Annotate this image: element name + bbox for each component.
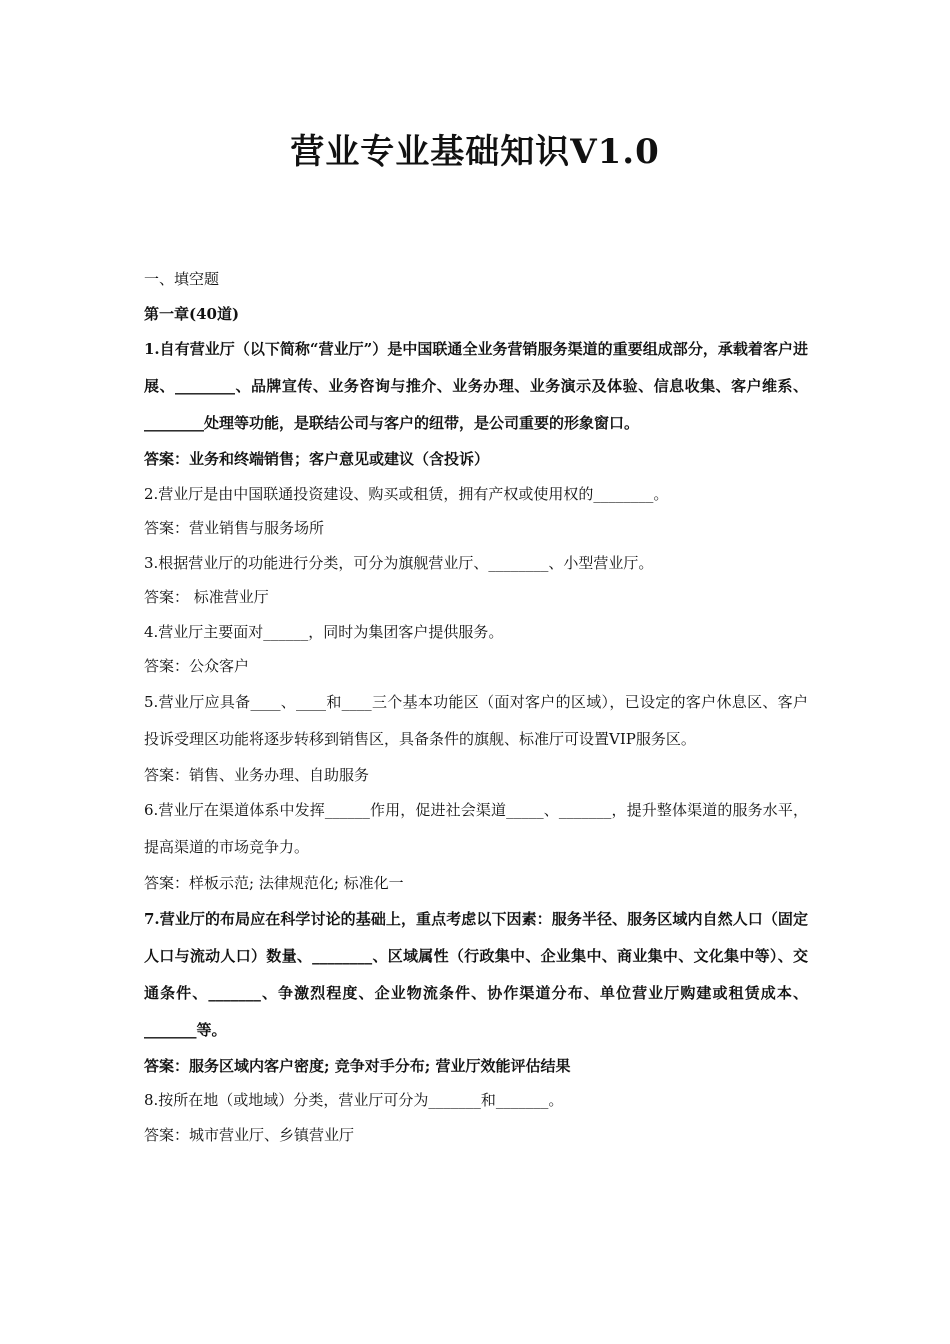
document-body	[144, 262, 808, 1152]
document-title: 营业专业基础知识V1.0	[290, 132, 660, 172]
answer-8: 答案：城市营业厅、乡镇营业厅	[144, 1125, 355, 1144]
question-1: 1.自有营业厅（以下简称“营业厅”）是中国联通全业务营销服务渠道的重要组成部分，承载着客户进展、________、品牌宣传、业务咨询与推介、业务办理、业务演示及体验、信息收集、客户维系、________处理等功能，是联结公司与客户的纽带，是公司重要的形象窗口。	[144, 340, 808, 432]
answer-6: 答案：样板示范; 法律规范化; 标准化一	[144, 874, 404, 892]
question-2: 2.营业厅是由中国联通投资建设、购买或租赁，拥有产权或使用权的________。	[144, 484, 669, 503]
answer-1: 答案：业务和终端销售；客户意见或建议（含投诉）	[144, 450, 490, 468]
answer-4: 答案：公众客户	[144, 657, 250, 675]
answer-3: 答案： 标准营业厅	[144, 588, 269, 606]
question-6: 6.营业厅在渠道体系中发挥______作用，促进社会渠道_____、_______，提升整体渠道的服务水平，提高渠道的市场竞争力。	[144, 801, 808, 856]
answer-5: 答案：销售、业务办理、自助服务	[144, 765, 370, 784]
answer-7: 答案：服务区域内客户密度; 竞争对手分布; 营业厅效能评估结果	[144, 1056, 571, 1075]
answer-2: 答案：营业销售与服务场所	[144, 519, 325, 537]
section-heading: 一、填空题	[144, 270, 220, 288]
question-5: 5.营业厅应具备____、____和____三个基本功能区（面对客户的区域），已设定的客户休息区、客户投诉受理区功能将逐步转移到销售区，具备条件的旗舰、标准厅可设置VIP服务区。	[144, 692, 808, 748]
question-7: 7.营业厅的布局应在科学讨论的基础上，重点考虑以下因素：服务半径、服务区域内自然人口（固定人口与流动人口）数量、________、区域属性（行政集中、企业集中、商业集中、文化集中等）、交通条件、_______、争激烈程度、企业物流条件、协作渠道分布、单位营业厅购建或租赁成本、_______等。	[144, 909, 808, 1039]
question-3: 3.根据营业厅的功能进行分类，可分为旗舰营业厅、________、小型营业厅。	[144, 553, 654, 572]
chapter-heading: 第一章(40道)	[144, 304, 240, 323]
question-8: 8.按所在地（或地域）分类，营业厅可分为_______和_______。	[144, 1091, 564, 1109]
question-4: 4.营业厅主要面对______，同时为集团客户提供服务。	[144, 622, 504, 641]
